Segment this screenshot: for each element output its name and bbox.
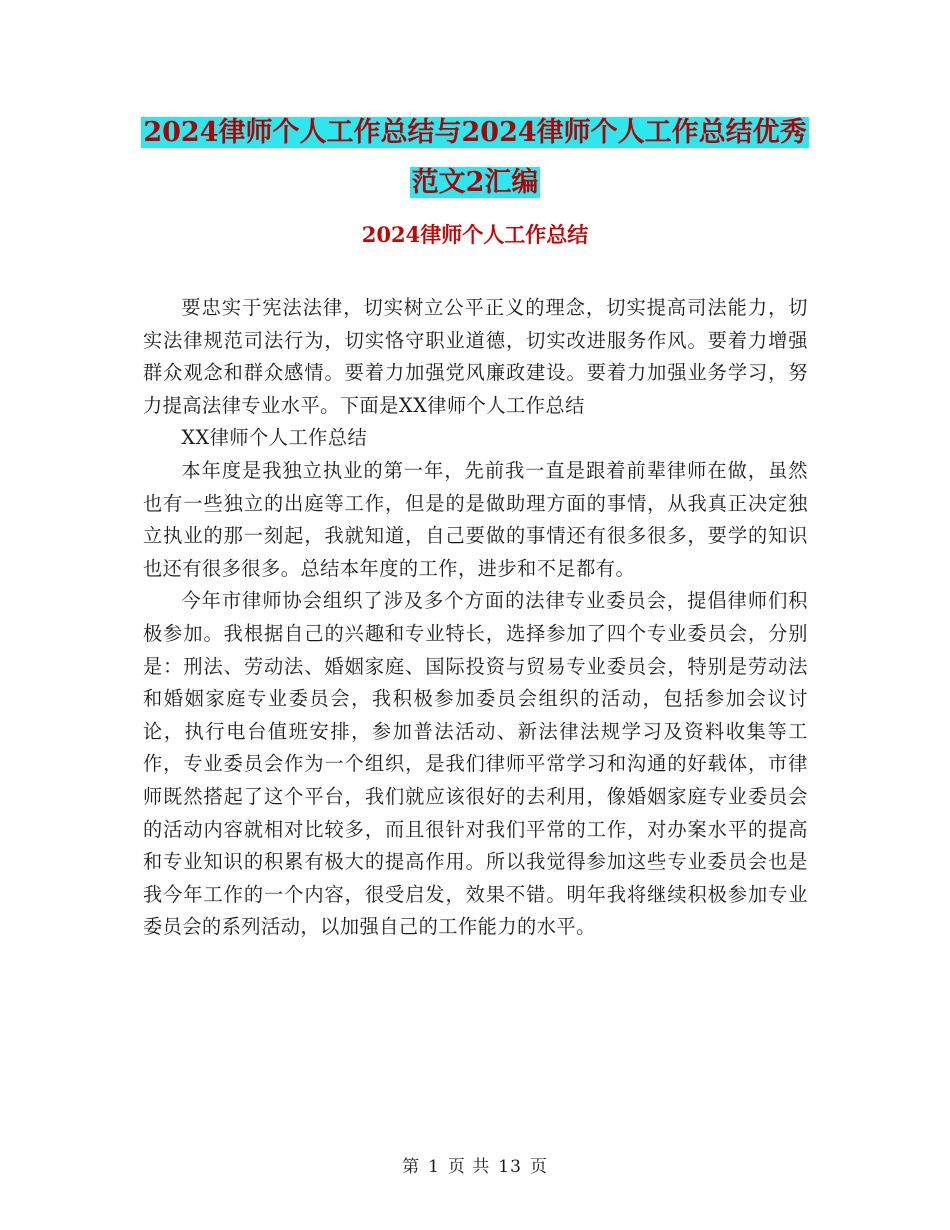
section-heading: 2024律师个人工作总结 xyxy=(361,222,589,247)
title-line-1: 2024律师个人工作总结与2024律师个人工作总结优秀 xyxy=(143,117,807,148)
document-body xyxy=(143,292,808,944)
footer-total-pages: 13 xyxy=(498,1157,522,1177)
footer-middle: 页 共 xyxy=(447,1157,491,1177)
title-line-2: 范文2汇编 xyxy=(411,167,539,198)
footer-prefix: 第 xyxy=(402,1157,421,1177)
footer-current-page: 1 xyxy=(428,1157,440,1177)
footer-suffix: 页 xyxy=(529,1157,548,1177)
document-title xyxy=(0,108,950,208)
paragraph-first-year: 本年度是我独立执业的第一年，先前我一直是跟着前辈律师在做，虽然也有一些独立的出庭等工作，但是的是做助理方面的事情，从我真正决定独立执业的那一刻起，我就知道，自己要做的事情还有很多很多，要学的知识也还有很多很多。总结本年度的工作，进步和不足都有。 xyxy=(143,458,808,580)
paragraph-intro: 要忠实于宪法法律，切实树立公平正义的理念，切实提高司法能力，切实法律规范司法行为，切实恪守职业道德，切实改进服务作风。要着力增强群众观念和群众感情。要着力加强党风廉政建设。要着力加强业务学习，努力提高法律专业水平。下面是XX律师个人工作总结 xyxy=(143,296,808,417)
page-footer xyxy=(0,1152,950,1177)
paragraph-committees: 今年市律师协会组织了涉及多个方面的法律专业委员会，提倡律师们积极参加。我根据自己的兴趣和专业特长，选择参加了四个专业委员会，分别是：刑法、劳动法、婚姻家庭、国际投资与贸易专业委员会，特别是劳动法和婚姻家庭专业委员会，我积极参加委员会组织的活动，包括参加会议讨论，执行电台值班安排，参加普法活动、新法律法规学习及资料收集等工作，专业委员会作为一个组织，是我们律师平常学习和沟通的好载体，市律师既然搭起了这个平台，我们就应该很好的去利用，像婚姻家庭专业委员会的活动内容就相对比较多，而且很针对我们平常的工作，对办案水平的提高和专业知识的积累有极大的提高作用。所以我觉得参加这些专业委员会也是我今年工作的一个内容，很受启发，效果不错。明年我将继续积极参加专业委员会的系列活动，以加强自己的工作能力的水平。 xyxy=(143,589,808,939)
paragraph-subtitle: XX律师个人工作总结 xyxy=(181,426,368,450)
